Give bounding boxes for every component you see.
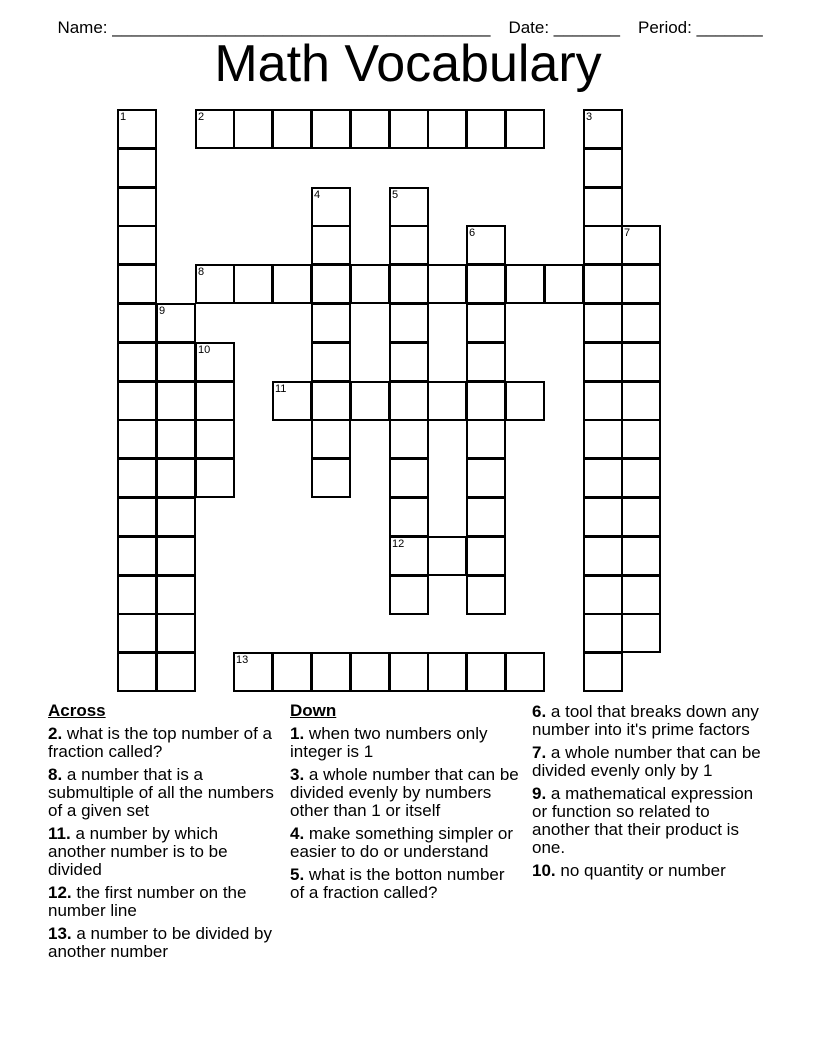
crossword-cell[interactable] [156, 613, 196, 653]
crossword-cell[interactable] [389, 225, 429, 265]
clue-item [532, 785, 764, 857]
crossword-cell[interactable] [117, 381, 157, 421]
crossword-cell[interactable] [389, 264, 429, 304]
clue-item [48, 825, 280, 879]
crossword-cell[interactable] [350, 264, 390, 304]
clue-item [532, 703, 764, 739]
clue-text: when two numbers only integer is 1 [290, 724, 488, 761]
crossword-cell[interactable] [427, 381, 467, 421]
down-heading: Down [290, 701, 337, 720]
crossword-cell[interactable] [117, 458, 157, 498]
clue-item [48, 766, 280, 820]
crossword-cell[interactable] [311, 225, 351, 265]
crossword-cell[interactable] [117, 613, 157, 653]
crossword-cell[interactable] [583, 148, 623, 188]
clue-item [532, 862, 764, 880]
date-field[interactable]: Date: _______ [508, 18, 620, 37]
crossword-cell[interactable] [311, 264, 351, 304]
crossword-cell[interactable] [311, 109, 351, 149]
crossword-cell[interactable] [311, 187, 351, 227]
clue-number: 11 [275, 383, 287, 395]
crossword-cell[interactable] [311, 652, 351, 692]
crossword-cell[interactable] [621, 419, 661, 459]
clue-number: 12 [392, 538, 405, 550]
clue-item [48, 725, 280, 761]
crossword-cell[interactable] [195, 419, 235, 459]
crossword-cell[interactable] [583, 342, 623, 382]
clue-item [48, 925, 280, 961]
clue-number: 13 [236, 654, 249, 666]
clue-item [290, 866, 522, 902]
crossword-cell[interactable] [621, 458, 661, 498]
clue-num: 6. [532, 702, 547, 721]
clue-text: the first number on the number line [48, 883, 247, 920]
crossword-cell[interactable] [156, 536, 196, 576]
page-title: Math Vocabulary [214, 35, 602, 93]
crossword-cell[interactable] [583, 497, 623, 537]
clue-num: 1. [290, 724, 305, 743]
crossword-cell[interactable] [389, 652, 429, 692]
clue-text: make something simpler or easier to do or understand [290, 824, 513, 861]
clue-num: 11. [48, 824, 71, 843]
crossword-cell[interactable] [427, 109, 467, 149]
crossword-cell[interactable] [583, 225, 623, 265]
crossword-cell[interactable] [272, 264, 312, 304]
clue-item [290, 825, 522, 861]
clue-number: 3 [586, 111, 593, 123]
crossword-cell[interactable] [427, 536, 467, 576]
clue-text: a whole number that can be divided evenly by numbers other than 1 or itself [290, 765, 519, 820]
crossword-cell[interactable] [156, 652, 196, 692]
across-heading: Across [48, 701, 106, 720]
crossword-cell[interactable] [466, 303, 506, 343]
crossword-cell[interactable] [621, 613, 661, 653]
crossword-cell[interactable] [389, 187, 429, 227]
crossword-cell[interactable] [233, 652, 273, 692]
crossword-cell[interactable] [117, 225, 157, 265]
crossword-cell[interactable] [505, 264, 545, 304]
crossword-cell[interactable] [156, 342, 196, 382]
crossword-cell[interactable] [156, 458, 196, 498]
clue-num: 8. [48, 765, 63, 784]
crossword-cell[interactable] [156, 303, 196, 343]
clue-text: a number to be divided by another number [48, 924, 272, 961]
crossword-cell[interactable] [117, 148, 157, 188]
crossword-cell[interactable] [195, 342, 235, 382]
clue-text: what is the top number of a fraction called? [48, 724, 272, 761]
crossword-cell[interactable] [311, 458, 351, 498]
crossword-cell[interactable] [466, 381, 506, 421]
crossword-cell[interactable] [583, 613, 623, 653]
crossword-cell[interactable] [389, 419, 429, 459]
clue-item [532, 744, 764, 780]
crossword-cell[interactable] [195, 264, 235, 304]
crossword-cell[interactable] [272, 652, 312, 692]
crossword-cell[interactable] [311, 381, 351, 421]
clue-number: 6 [469, 227, 476, 239]
across-clues [48, 701, 280, 966]
crossword-cell[interactable] [156, 419, 196, 459]
crossword-cell[interactable] [466, 225, 506, 265]
crossword-cell[interactable] [583, 652, 623, 692]
crossword-cell[interactable] [117, 497, 157, 537]
crossword-cell[interactable] [583, 575, 623, 615]
clue-num: 4. [290, 824, 305, 843]
crossword-cell[interactable] [505, 109, 545, 149]
down-clues-continued [532, 703, 764, 885]
crossword-cell[interactable] [156, 497, 196, 537]
crossword-cell[interactable] [389, 381, 429, 421]
crossword-cell[interactable] [350, 652, 390, 692]
crossword-cell[interactable] [466, 109, 506, 149]
crossword-cell[interactable] [117, 303, 157, 343]
clue-num: 3. [290, 765, 305, 784]
clue-num: 2. [48, 724, 63, 743]
clue-number: 7 [624, 227, 631, 239]
crossword-cell[interactable] [195, 381, 235, 421]
crossword-cell[interactable] [466, 264, 506, 304]
crossword-cell[interactable] [117, 419, 157, 459]
crossword-cell[interactable] [427, 652, 467, 692]
crossword-cell[interactable] [389, 458, 429, 498]
crossword-cell[interactable] [117, 187, 157, 227]
clue-num: 7. [532, 743, 547, 762]
crossword-cell[interactable] [466, 652, 506, 692]
crossword-cell[interactable] [233, 264, 273, 304]
name-field[interactable]: Name: ________________________________________ [57, 18, 491, 37]
clue-number: 4 [314, 189, 321, 201]
crossword-cell[interactable] [389, 342, 429, 382]
crossword-cell[interactable] [117, 536, 157, 576]
crossword-cell[interactable] [350, 109, 390, 149]
crossword-cell[interactable] [583, 264, 623, 304]
crossword-cell[interactable] [195, 458, 235, 498]
crossword-cell[interactable] [350, 381, 390, 421]
crossword-cell[interactable] [621, 303, 661, 343]
clue-text: a whole number that can be divided evenly only by 1 [532, 743, 761, 780]
crossword-cell[interactable] [583, 381, 623, 421]
crossword-cell[interactable] [505, 652, 545, 692]
clue-num: 12. [48, 883, 72, 902]
crossword-cell[interactable] [621, 497, 661, 537]
period-field[interactable]: Period: _______ [637, 18, 763, 37]
clue-number: 9 [159, 305, 166, 317]
clue-number: 2 [198, 111, 205, 123]
clue-number: 10 [198, 344, 211, 356]
crossword-cell[interactable] [583, 419, 623, 459]
crossword-cell[interactable] [389, 497, 429, 537]
crossword-cell[interactable] [466, 497, 506, 537]
clue-text: what is the botton number of a fraction called? [290, 865, 505, 902]
crossword-cell[interactable] [583, 187, 623, 227]
crossword-cell[interactable] [117, 264, 157, 304]
crossword-cell[interactable] [621, 381, 661, 421]
crossword-cell[interactable] [233, 109, 273, 149]
crossword-cell[interactable] [505, 381, 545, 421]
clue-text: a number by which another number is to be divided [48, 824, 228, 879]
clue-number: 5 [392, 189, 399, 201]
crossword-cell[interactable] [311, 419, 351, 459]
crossword-cell[interactable] [156, 575, 196, 615]
clue-num: 9. [532, 784, 547, 803]
crossword-cell[interactable] [117, 109, 157, 149]
crossword-cell[interactable] [389, 303, 429, 343]
clue-num: 5. [290, 865, 305, 884]
crossword-cell[interactable] [466, 536, 506, 576]
clue-num: 10. [532, 861, 556, 880]
crossword-cell[interactable] [117, 342, 157, 382]
crossword-cell[interactable] [544, 264, 584, 304]
crossword-cell[interactable] [583, 109, 623, 149]
down-clues [290, 701, 522, 907]
crossword-cell[interactable] [466, 419, 506, 459]
crossword-cell[interactable] [117, 652, 157, 692]
clue-num: 13. [48, 924, 72, 943]
crossword-cell[interactable] [272, 381, 312, 421]
clue-text: a tool that breaks down any number into it's prime factors [532, 702, 759, 739]
crossword-cell[interactable] [311, 342, 351, 382]
crossword-cell[interactable] [621, 264, 661, 304]
clue-number: 8 [198, 266, 205, 278]
crossword-cell[interactable] [466, 458, 506, 498]
crossword-cell[interactable] [621, 225, 661, 265]
crossword-cell[interactable] [272, 109, 312, 149]
crossword-cell[interactable] [583, 458, 623, 498]
crossword-cell[interactable] [621, 536, 661, 576]
clue-text: no quantity or number [560, 861, 726, 880]
clue-item [48, 884, 280, 920]
clue-item [290, 725, 522, 761]
crossword-cell[interactable] [466, 575, 506, 615]
clue-number: 1 [120, 111, 127, 123]
clue-item [290, 766, 522, 820]
crossword-cell[interactable] [583, 303, 623, 343]
crossword-cell[interactable] [621, 575, 661, 615]
crossword-cell[interactable] [389, 536, 429, 576]
crossword-cell[interactable] [466, 342, 506, 382]
crossword-cell[interactable] [389, 109, 429, 149]
crossword-cell[interactable] [195, 109, 235, 149]
crossword-cell[interactable] [389, 575, 429, 615]
clue-text: a number that is a submultiple of all the numbers of a given set [48, 765, 274, 820]
clue-text: a mathematical expression or function so related to another that their product is one. [532, 784, 754, 857]
crossword-cell[interactable] [311, 303, 351, 343]
crossword-cell[interactable] [117, 575, 157, 615]
crossword-cell[interactable] [156, 381, 196, 421]
crossword-cell[interactable] [621, 342, 661, 382]
crossword-cell[interactable] [583, 536, 623, 576]
crossword-cell[interactable] [427, 264, 467, 304]
